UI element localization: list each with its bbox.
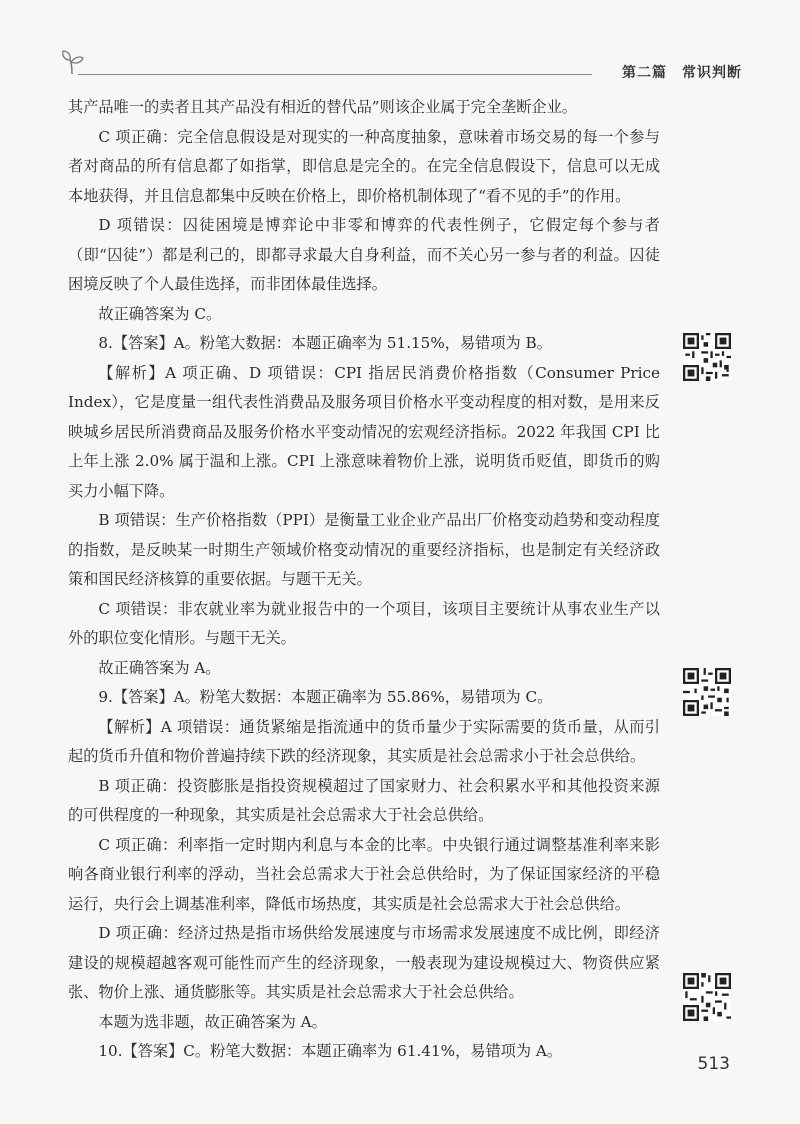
paragraph: B 项错误：生产价格指数（PPI）是衡量工业企业产品出厂价格变动趋势和变动程度的指数，是反映某一时期生产领域价格变动情况的重要经济指标，也是制定有关经济政策和国民经济核算的重要依据。与题干无关。 xyxy=(68,511,660,588)
paragraph: C 项正确：完全信息假设是对现实的一种高度抽象，意味着市场交易的每一个参与者对商品的所有信息都了如指掌，即信息是完全的。在完全信息假设下，信息可以无成本地获得，并且信息都集中反映在价格上，即价格机制体现了“看不见的手”的作用。 xyxy=(68,127,660,205)
paragraph: D 项错误：囚徒困境是博弈论中非零和博弈的代表性例子，它假定每个参与者（即“囚徒”）都是利己的，即都寻求最大自身利益，而不关心另一参与者的利益。囚徒困境反映了个人最佳选择，而非团体最佳选择。 xyxy=(68,216,660,293)
answer-line: 9.【答案】A。粉笔大数据：本题正确率为 55.86%，易错项为 C。 xyxy=(98,688,553,706)
answer-line: 8.【答案】A。粉笔大数据：本题正确率为 51.15%，易错项为 B。 xyxy=(98,334,552,352)
paragraph: 【解析】A 项错误：通货紧缩是指流通中的货币量少于实际需要的货币量，从而引起的货币升值和物价普遍持续下跌的经济现象，其实质是社会总需求小于社会总供给。 xyxy=(68,717,660,765)
paragraph: B 项正确：投资膨胀是指投资规模超过了国家财力、社会积累水平和其他投资来源的可供程度的一种现象，其实质是社会总需求大于社会总供给。 xyxy=(68,776,660,824)
page-number: 513 xyxy=(697,1054,730,1074)
page-header xyxy=(60,54,742,84)
paragraph: 其产品唯一的卖者且其产品没有相近的替代品”则该企业属于完全垄断企业。 xyxy=(68,98,577,116)
paragraph: 【解析】A 项正确、D 项错误：CPI 指居民消费价格指数（Consumer Price Index），它是度量一组代表性消费品及服务项目价格水平变动程度的相对数，是用来反映城乡居民所消费商品及服务价格水平变动情况的宏观经济指标。2022 年我国 CPI 比上年上涨 2.0% 属于温和上涨。CPI 上涨意味着物价上涨，说明货币贬值，即货币的购买力小幅下降。 xyxy=(68,363,660,500)
answer-line: 10.【答案】C。粉笔大数据：本题正确率为 61.41%，易错项为 A。 xyxy=(98,1042,563,1060)
section-title: 第二篇 常识判断 xyxy=(622,65,742,81)
qr-code-icon[interactable] xyxy=(683,973,731,1021)
header-rule xyxy=(78,74,592,75)
qr-code-icon[interactable] xyxy=(683,668,731,716)
body-text xyxy=(68,93,660,1067)
paragraph: 本题为选非题，故正确答案为 A。 xyxy=(98,1012,327,1031)
paragraph: C 项错误：非农就业率为就业报告中的一个项目，该项目主要统计从事农业生产以外的职位变化情形。与题干无关。 xyxy=(68,599,660,647)
sprout-icon xyxy=(60,48,86,76)
paragraph: 故正确答案为 C。 xyxy=(98,304,222,323)
paragraph: 故正确答案为 A。 xyxy=(98,658,221,677)
paragraph: C 项正确：利率指一定时期内利息与本金的比率。中央银行通过调整基准利率来影响各商业银行利率的浮动，当社会总需求大于社会总供给时，为了保证国家经济的平稳运行，央行会上调基准利率，降低市场热度，其实质是社会总需求大于社会总供给。 xyxy=(68,835,660,913)
paragraph: D 项正确：经济过热是指市场供给发展速度与市场需求发展速度不成比例，即经济建设的规模超越客观可能性而产生的经济现象，一般表现为建设规模过大、物资供应紧张、物价上涨、通货膨胀等。其实质是社会总需求大于社会总供给。 xyxy=(68,924,660,1001)
qr-code-icon[interactable] xyxy=(683,333,731,381)
